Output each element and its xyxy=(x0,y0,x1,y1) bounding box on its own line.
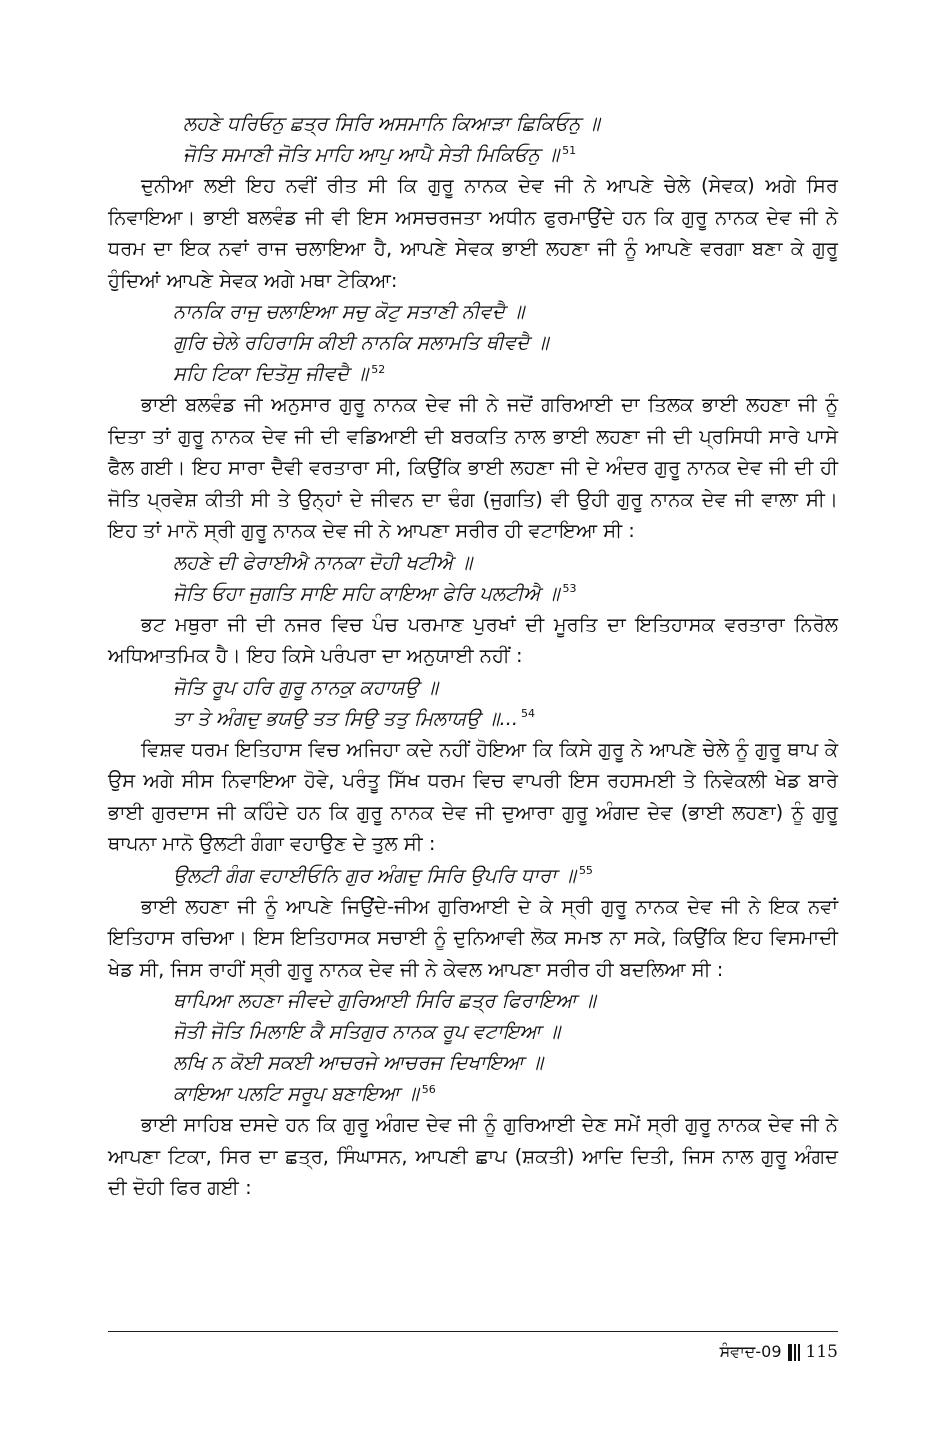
body-paragraph xyxy=(108,891,838,986)
body-paragraph xyxy=(108,1109,838,1204)
verse-line xyxy=(108,578,838,609)
verse-text: ਸਹਿ ਟਿਕਾ ਦਿਤੋਸੁ ਜੀਵਦੈ ॥ xyxy=(173,362,369,385)
verse-line xyxy=(108,703,838,734)
body-paragraph xyxy=(108,734,838,860)
verse-line xyxy=(108,108,838,139)
verse-text: ਉਲਟੀ ਗੰਗ ਵਹਾਈਓਨਿ ਗੁਰ ਅੰਗਦੁ ਸਿਰਿ ਉਪਰਿ ਧਾਰਾ ॥ xyxy=(173,863,576,887)
verse-text: ਕਾਇਆ ਪਲਟਿ ਸਰੂਪ ਬਣਾਇਆ ॥ xyxy=(173,1082,419,1105)
body-paragraph xyxy=(108,170,838,296)
verse-line xyxy=(108,1078,838,1109)
verse-text: ਥਾਪਿਆ ਲਹਣਾ ਜੀਵਦੇ ਗੁਰਿਆਈ ਸਿਰਿ ਛਤ੍ਰ ਫਿਰਾਇਆ ॥ xyxy=(173,989,596,1012)
footnote-marker: 51 xyxy=(562,143,577,157)
verse-line xyxy=(108,672,838,703)
body-paragraph xyxy=(108,389,838,547)
paragraph-text: ਭਾਈ ਸਾਹਿਬ ਦਸਦੇ ਹਨ ਕਿ ਗੁਰੂ ਅੰਗਦ ਦੇਵ ਜੀ ਨੂੰ ਗੁਰਿਆਈ ਦੇਣ ਸਮੇਂ ਸ੍ਰੀ ਗੁਰੂ ਨਾਨਕ ਦੇਵ ਜੀ ਨੇ ਆਪਣਾ ਟਿਕਾ, ਸਿਰ ਦਾ ਛਤ੍ਰ, ਸਿੰਘਾਸਨ, ਆਪਣੀ ਛਾਪ (ਸ਼ਕਤੀ) ਆਦਿ ਦਿਤੀ, ਜਿਸ ਨਾਲ ਗੁਰੂ ਅੰਗਦ ਦੀ ਦੋਹੀ ਫਿਰ ਗਈ : xyxy=(108,1113,838,1199)
footnote-marker: 52 xyxy=(371,362,386,376)
footnote-marker: 56 xyxy=(421,1082,436,1096)
footnote-marker: 55 xyxy=(578,864,593,877)
verse-text: ਲਹਣੇ ਧਰਿਓਨੁ ਛਤ੍ਰ ਸਿਰਿ ਅਸਮਾਨਿ ਕਿਆੜਾ ਛਿਕਿਓਨੁ ॥ xyxy=(183,112,600,135)
verse-line xyxy=(108,296,838,327)
verse-text: ਜੋਤਿ ਸਮਾਣੀ ਜੋਤਿ ਮਾਹਿ ਆਪੁ ਆਪੈ ਸੇਤੀ ਮਿਕਿਓਨੁ ॥ xyxy=(183,143,560,166)
verse-line xyxy=(108,358,838,389)
paragraph-text: ਭਟ ਮਥੁਰਾ ਜੀ ਦੀ ਨਜਰ ਵਿਚ ਪੰਚ ਪਰਮਾਣ ਪੁਰਖਾਂ ਦੀ ਮੂਰਤਿ ਦਾ ਇਤਿਹਾਸਕ ਵਰਤਾਰਾ ਨਿਰੋਲ ਅਧਿਆਤਮਿਕ ਹੈ। ਇਹ ਕਿਸੇ ਪਰੰਪਰਾ ਦਾ ਅਨੁਯਾਈ ਨਹੀਂ : xyxy=(108,612,838,667)
verse-text: ਜੋਤੀ ਜੋਤਿ ਮਿਲਾਇ ਕੈ ਸਤਿਗੁਰ ਨਾਨਕ ਰੂਪ ਵਟਾਇਆ ॥ xyxy=(173,1020,561,1043)
verse-text: ਗੁਰਿ ਚੇਲੇ ਰਹਿਰਾਸਿ ਕੀਈ ਨਾਨਕਿ ਸਲਾਮਤਿ ਥੀਵਦੈ ॥ xyxy=(173,331,549,354)
body-paragraph xyxy=(108,609,838,672)
verse-line xyxy=(108,1016,838,1047)
paragraph-text: ਭਾਈ ਲਹਣਾ ਜੀ ਨੂੰ ਆਪਣੇ ਜਿਉਂਦੇ-ਜੀਅ ਗੁਰਿਆਈ ਦੇ ਕੇ ਸ੍ਰੀ ਗੁਰੂ ਨਾਨਕ ਦੇਵ ਜੀ ਨੇ ਇਕ ਨਵਾਂ ਇਤਿਹਾਸ ਰਚਿਆ। ਇਸ ਇਤਿਹਾਸਕ ਸਚਾਈ ਨੂੰ ਦੁਨਿਆਵੀ ਲੋਕ ਸਮਝ ਨਾ ਸਕੇ, ਕਿਉਂਕਿ ਇਹ ਵਿਸਮਾਦੀ ਖੇਡ ਸੀ, ਜਿਸ ਰਾਹੀਂ ਸ੍ਰੀ ਗੁਰੂ ਨਾਨਕ ਦੇਵ ਜੀ ਨੇ ਕੇਵਲ ਆਪਣਾ ਸਰੀਰ ਹੀ ਬਦਲਿਆ ਸੀ : xyxy=(108,894,838,981)
verse-line xyxy=(108,327,838,358)
chapter-label: ਸੰਵਾਦ-09 xyxy=(719,1342,782,1361)
page-footer xyxy=(720,1342,838,1362)
verse-text: ਜੋਤਿ ਓਹਾ ਜੁਗਤਿ ਸਾਇ ਸਹਿ ਕਾਇਆ ਫੇਰਿ ਪਲਟੀਐ ॥ xyxy=(173,581,560,605)
verse-line xyxy=(108,860,838,891)
verse-text: ਜੋਤਿ ਰੂਪ ਹਰਿ ਗੁਰੂ ਨਾਨਕੁ ਕਹਾਯਉ ॥ xyxy=(173,675,439,699)
separator-bars-icon xyxy=(788,1343,800,1361)
verse-line xyxy=(108,1047,838,1078)
footer-rule xyxy=(108,1331,838,1332)
paragraph-text: ਭਾਈ ਬਲਵੰਡ ਜੀ ਅਨੁਸਾਰ ਗੁਰੂ ਨਾਨਕ ਦੇਵ ਜੀ ਨੇ ਜਦੋਂ ਗਰਿਆਈ ਦਾ ਤਿਲਕ ਭਾਈ ਲਹਣਾ ਜੀ ਨੂੰ ਦਿਤਾ ਤਾਂ ਗੁਰੂ ਨਾਨਕ ਦੇਵ ਜੀ ਦੀ ਵਡਿਆਈ ਦੀ ਬਰਕਤਿ ਨਾਲ ਭਾਈ ਲਹਣਾ ਜੀ ਦੀ ਪ੍ਰਸਿਧੀ ਸਾਰੇ ਪਾਸੇ ਫੈਲ ਗਈ। ਇਹ ਸਾਰਾ ਦੈਵੀ ਵਰਤਾਰਾ ਸੀ, ਕਿਉਂਕਿ ਭਾਈ ਲਹਣਾ ਜੀ ਦੇ ਅੰਦਰ ਗੁਰੂ ਨਾਨਕ ਦੇਵ ਜੀ ਦੀ ਹੀ ਜੋਤਿ ਪ੍ਰਵੇਸ਼ ਕੀਤੀ ਸੀ ਤੇ ਉਨ੍ਹਾਂ ਦੇ ਜੀਵਨ ਦਾ ਢੰਗ (ਜੁਗਤਿ) ਵੀ ਉਹੀ ਗੁਰੂ ਨਾਨਕ ਦੇਵ ਜੀ ਵਾਲਾ ਸੀ। ਇਹ ਤਾਂ ਮਾਨੋ ਸ੍ਰੀ ਗੁਰੂ ਨਾਨਕ ਦੇਵ ਜੀ ਨੇ ਆਪਣਾ ਸਰੀਰ ਹੀ ਵਟਾਇਆ ਸੀ : xyxy=(108,393,838,542)
paragraph-text: ਦੁਨੀਆ ਲਈ ਇਹ ਨਵੀਂ ਰੀਤ ਸੀ ਕਿ ਗੁਰੂ ਨਾਨਕ ਦੇਵ ਜੀ ਨੇ ਆਪਣੇ ਚੇਲੇ (ਸੇਵਕ) ਅਗੇ ਸਿਰ ਨਿਵਾਇਆ। ਭਾਈ ਬਲਵੰਡ ਜੀ ਵੀ ਇਸ ਅਸਚਰਜਤਾ ਅਧੀਨ ਫੁਰਮਾਉਂਦੇ ਹਨ ਕਿ ਗੁਰੂ ਨਾਨਕ ਦੇਵ ਜੀ ਨੇ ਧਰਮ ਦਾ ਇਕ ਨਵਾਂ ਰਾਜ ਚਲਾਇਆ ਹੈ, ਆਪਣੇ ਸੇਵਕ ਭਾਈ ਲਹਣਾ ਜੀ ਨੂੰ ਆਪਣੇ ਵਰਗਾ ਬਣਾ ਕੇ ਗੁਰੂ ਹੁੰਦਿਆਂ ਆਪਣੇ ਸੇਵਕ ਅਗੇ ਮਥਾ ਟੇਕਿਆ: xyxy=(108,174,838,292)
footnote-marker: 54 xyxy=(521,707,536,720)
verse-text: ਲਹਣੇ ਦੀ ਫੇਰਾਈਐ ਨਾਨਕਾ ਦੋਹੀ ਖਟੀਐ ॥ xyxy=(173,550,473,574)
page-body xyxy=(108,108,838,1204)
verse-text: ਨਾਨਕਿ ਰਾਜੁ ਚਲਾਇਆ ਸਚੁ ਕੋਟੁ ਸਤਾਣੀ ਨੀਵਦੈ ॥ xyxy=(173,300,525,323)
verse-line xyxy=(108,547,838,578)
page-number: 115 xyxy=(805,1342,838,1362)
footnote-marker: 53 xyxy=(562,582,577,595)
paragraph-text: ਵਿਸ਼ਵ ਧਰਮ ਇਤਿਹਾਸ ਵਿਚ ਅਜਿਹਾ ਕਦੇ ਨਹੀਂ ਹੋਇਆ ਕਿ ਕਿਸੇ ਗੁਰੂ ਨੇ ਆਪਣੇ ਚੇਲੇ ਨੂੰ ਗੁਰੂ ਥਾਪ ਕੇ ਉਸ ਅਗੇ ਸੀਸ ਨਿਵਾਇਆ ਹੋਵੇ, ਪਰੰਤੂ ਸਿੱਖ ਧਰਮ ਵਿਚ ਵਾਪਰੀ ਇਸ ਰਹਸਮਈ ਤੇ ਨਿਵੇਕਲੀ ਖੇਡ ਬਾਰੇ ਭਾਈ ਗੁਰਦਾਸ ਜੀ ਕਹਿੰਦੇ ਹਨ ਕਿ ਗੁਰੂ ਨਾਨਕ ਦੇਵ ਜੀ ਦੁਆਰਾ ਗੁਰੂ ਅੰਗਦ ਦੇਵ (ਭਾਈ ਲਹਣਾ) ਨੂੰ ਗੁਰੂ ਥਾਪਨਾ ਮਾਨੋ ਉਲਟੀ ਗੰਗਾ ਵਹਾਉਣ ਦੇ ਤੁਲ ਸੀ : xyxy=(108,737,838,855)
verse-text: ਤਾ ਤੇ ਅੰਗਦੁ ਭਯਉ ਤਤ ਸਿਉ ਤਤੁ ਮਿਲਾਯਉ ॥... xyxy=(173,706,519,730)
verse-text: ਲਖਿ ਨ ਕੋਈ ਸਕਈ ਆਚਰਜੇ ਆਚਰਜ ਦਿਖਾਇਆ ॥ xyxy=(173,1051,543,1074)
verse-line xyxy=(108,139,838,170)
verse-line xyxy=(108,985,838,1016)
